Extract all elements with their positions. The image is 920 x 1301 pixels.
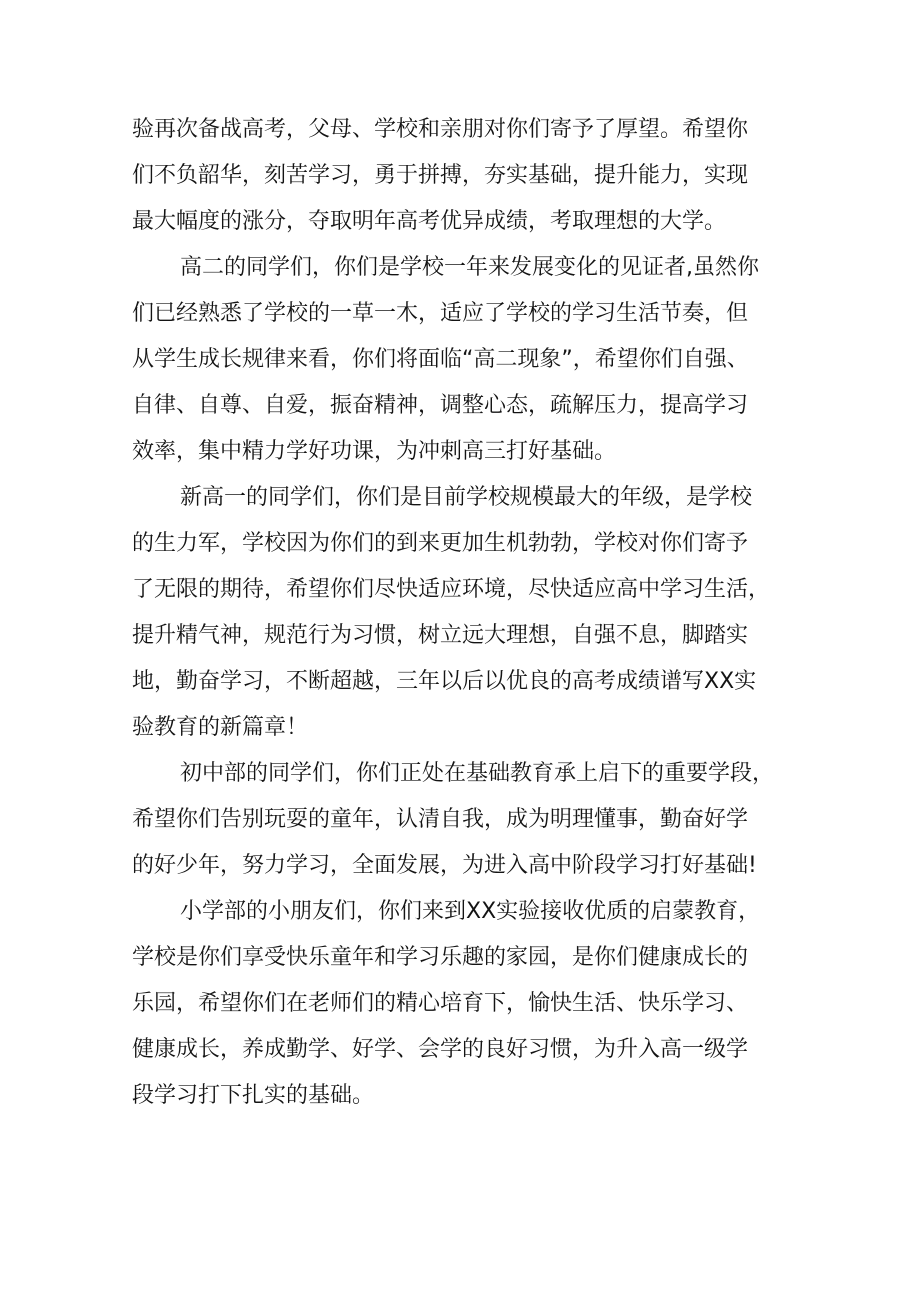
text-line: 希望你们告别玩耍的童年，认清自我，成为明理懂事，勤奋好学 — [132, 807, 749, 832]
paragraph-primary-school — [132, 889, 812, 1119]
paragraph-senior-two — [132, 245, 812, 475]
text-line: 验教育的新篇章！ — [132, 715, 309, 740]
text-line: 了无限的期待，希望你们尽快适应环境，尽快适应高中学习生活， — [132, 577, 771, 602]
paragraph-senior-one — [132, 475, 812, 751]
text-line: 自律、自尊、自爱，振奋精神，调整心态，疏解压力，提高学习 — [132, 393, 749, 418]
text-line: 段学习打下扎实的基础。 — [132, 1083, 375, 1108]
text-line: 们已经熟悉了学校的一草一木，适应了学校的学习生活节奏，但 — [132, 301, 749, 326]
text-line: 从学生成长规律来看，你们将面临“高二现象”，希望你们自强、 — [132, 347, 749, 372]
paragraph-junior-high — [132, 751, 812, 889]
text-line: 学校是你们享受快乐童年和学习乐趣的家园，是你们健康成长的 — [132, 945, 749, 970]
text-line: 的好少年，努力学习，全面发展，为进入高中阶段学习打好基础! — [132, 853, 757, 878]
text-line: 地，勤奋学习，不断超越，三年以后以优良的高考成绩谱写XX实 — [132, 669, 757, 694]
text-line: 的生力军，学校因为你们的到来更加生机勃勃，学校对你们寄予 — [132, 531, 749, 556]
text-line: 验再次备战高考，父母、学校和亲朋对你们寄予了厚望。希望你 — [132, 117, 749, 142]
text-line: 新高一的同学们，你们是目前学校规模最大的年级，是学校 — [180, 485, 753, 510]
text-line: 提升精气神，规范行为习惯，树立远大理想，自强不息，脚踏实 — [132, 623, 749, 648]
text-line: 效率，集中精力学好功课，为冲刺高三打好基础。 — [132, 439, 617, 464]
paragraph-senior-three-continued — [132, 107, 812, 245]
text-line: 小学部的小朋友们，你们来到XX实验接收优质的启蒙教育， — [180, 899, 761, 924]
text-line: 最大幅度的涨分，夺取明年高考优异成绩，考取理想的大学。 — [132, 209, 727, 234]
text-line: 们不负韶华，刻苦学习，勇于拼搏，夯实基础，提升能力，实现 — [132, 163, 749, 188]
text-line: 初中部的同学们，你们正处在基础教育承上启下的重要学段， — [180, 761, 775, 786]
text-line: 健康成长，养成勤学、好学、会学的良好习惯，为升入高一级学 — [132, 1037, 749, 1062]
document-body — [132, 107, 812, 1119]
text-line: 高二的同学们，你们是学校一年来发展变化的见证者,虽然你 — [180, 255, 759, 280]
text-line: 乐园，希望你们在老师们的精心培育下，愉快生活、快乐学习、 — [132, 991, 749, 1016]
